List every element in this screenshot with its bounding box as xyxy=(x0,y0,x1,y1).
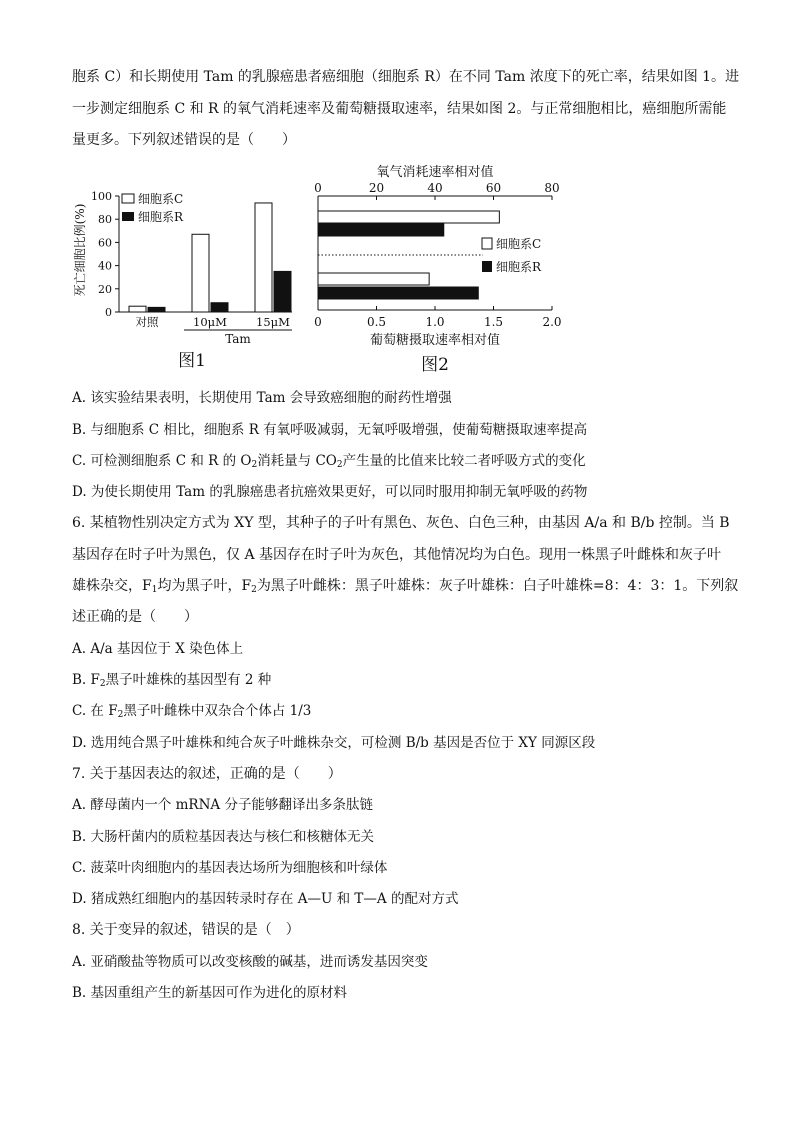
q8-stem: 8. 关于变异的叙述，错误的是（ ） xyxy=(72,922,300,938)
q6-stem-line-4: 述正确的是（ ） xyxy=(72,609,198,625)
q7-option-c: C. 菠菜叶肉细胞内的基因表达场所为细胞核和叶绿体 xyxy=(72,860,388,876)
fig2-bottom-axis-title: 葡萄糖摄取速率相对值 xyxy=(369,333,501,348)
q6-option-b-text: 黑子叶雄株的基因型有 2 种 xyxy=(105,672,272,688)
fig2-caption: 图2 xyxy=(421,355,449,374)
fig2-glucose-bar-r xyxy=(318,287,478,299)
fig2-oxygen-bar-c xyxy=(318,211,499,223)
intro-line-2: 一步测定细胞系 C 和 R 的氧气消耗速率及葡萄糖摄取速率，结果如图 2。与正常细胞相比，癌细胞所需能 xyxy=(72,101,727,117)
fig1-xtick-label: 10μM xyxy=(193,315,227,329)
fig2-oxygen-bar-r xyxy=(318,224,444,236)
fig1-bar-c-1 xyxy=(192,234,209,312)
q6-option-c xyxy=(72,703,311,719)
q7-option-a: A. 酵母菌内一个 mRNA 分子能够翻译出多条肽链 xyxy=(72,797,373,813)
q7-option-b: B. 大肠杆菌内的质粒基因表达与核仁和核糖体无关 xyxy=(72,829,375,845)
fig1-bar-r-2 xyxy=(274,271,291,312)
fig1-ytick-label: 60 xyxy=(98,236,112,250)
q6-text: 雄株杂交，F xyxy=(72,578,152,594)
q6-option-c-text: C. 在 F xyxy=(72,703,118,719)
fig2-bottom-tick-label: 2.0 xyxy=(542,315,562,329)
legend-swatch-c xyxy=(482,238,492,249)
fig1-ytick-label: 80 xyxy=(98,213,112,227)
fig1-xtick-label: 15μM xyxy=(256,315,290,329)
q6-stem-line-1: 6. 某植物性别决定方式为 XY 型，其种子的子叶有黑色、灰色、白色三种，由基因 A/a 和 B/b 控制。当 B xyxy=(72,515,730,531)
fig1-xtick-label: 对照 xyxy=(135,315,159,329)
fig1-bar-c-0 xyxy=(129,306,146,312)
subscript: 2 xyxy=(336,460,343,470)
q6-option-a: A. A/a 基因位于 X 染色体上 xyxy=(72,641,244,657)
fig1-caption: 图1 xyxy=(178,351,206,370)
q5-option-c-part2: 消耗量与 CO xyxy=(257,453,337,469)
fig1-bar-r-0 xyxy=(148,307,165,312)
q6-option-b xyxy=(72,672,271,688)
q8-option-b: B. 基因重组产生的新基因可作为进化的原材料 xyxy=(72,985,348,1001)
legend-swatch-r xyxy=(122,212,134,221)
subscript: 1 xyxy=(151,585,158,595)
q7-stem: 7. 关于基因表达的叙述，正确的是（ ） xyxy=(72,766,342,782)
intro-line-1: 胞系 C）和长期使用 Tam 的乳腺癌患者癌细胞（细胞系 R）在不同 Tam 浓度下的死亡率，结果如图 1。进 xyxy=(72,69,740,85)
figure-2-chart xyxy=(305,160,575,374)
fig1-legend-r: 细胞系R xyxy=(138,210,184,224)
q6-option-d: D. 选用纯合黑子叶雄株和纯合灰子叶雌株杂交，可检测 B/b 基因是否位于 XY 同源区段 xyxy=(72,735,596,751)
fig1-ylabel: 死亡细胞比例(%) xyxy=(73,203,87,297)
q5-option-a: A. 该实验结果表明，长期使用 Tam 会导致癌细胞的耐药性增强 xyxy=(72,390,452,406)
legend-swatch-r xyxy=(482,261,492,272)
fig2-top-tick-label: 60 xyxy=(485,181,502,195)
legend-swatch-c xyxy=(122,194,134,203)
fig2-top-tick-label: 80 xyxy=(544,181,560,195)
q5-option-c-part1: C. 可检测细胞系 C 和 R 的 O xyxy=(72,453,252,469)
subscript: 2 xyxy=(99,679,106,689)
fig2-bottom-tick-label: 0 xyxy=(314,315,322,329)
fig2-top-tick-label: 40 xyxy=(427,181,443,195)
subscript: 2 xyxy=(117,710,124,720)
q6-text: 为黑子叶雌株：黑子叶雄株：灰子叶雄株：白子叶雄株=8：4：3：1。下列叙 xyxy=(256,578,739,594)
subscript: 2 xyxy=(251,585,257,595)
fig2-top-axis-title: 氧气消耗速率相对值 xyxy=(376,165,494,180)
intro-line-3: 量更多。下列叙述错误的是（ ） xyxy=(72,132,296,148)
q6-text: 均为黑子叶，F xyxy=(157,578,252,594)
fig2-bottom-tick-label: 0.5 xyxy=(366,315,387,329)
fig1-bar-r-1 xyxy=(211,303,228,312)
q5-option-d: D. 为使长期使用 Tam 的乳腺癌患者抗癌效果更好，可以同时服用抑制无氧呼吸的药物 xyxy=(72,484,588,500)
fig2-bottom-tick-label: 1.0 xyxy=(425,315,445,329)
fig1-bar-c-2 xyxy=(255,203,272,312)
fig2-glucose-bar-c xyxy=(318,273,429,285)
subscript: 2 xyxy=(251,460,258,470)
figure-1-chart xyxy=(70,188,310,370)
fig1-xgroup-label: Tam xyxy=(225,332,251,346)
fig2-top-tick-label: 20 xyxy=(368,181,385,195)
q7-option-d: D. 猪成熟红细胞内的基因转录时存在 A—U 和 T—A 的配对方式 xyxy=(72,891,459,907)
q8-option-a: A. 亚硝酸盐等物质可以改变核酸的碱基，进而诱发基因突变 xyxy=(72,954,428,970)
fig1-ytick-label: 0 xyxy=(105,306,112,319)
q5-option-c xyxy=(72,453,586,469)
q6-stem-line-2: 基因存在时子叶为黑色，仅 A 基因存在时子叶为灰色，其他情况均为白色。现用一株黑子叶雌株和灰子叶 xyxy=(72,547,722,563)
fig2-legend-r: 细胞系R xyxy=(496,260,542,274)
fig1-ytick-label: 20 xyxy=(98,282,112,296)
q5-option-b: B. 与细胞系 C 相比，细胞系 R 有氧呼吸减弱，无氧呼吸增强，使葡萄糖摄取速率提高 xyxy=(72,422,588,438)
q6-option-c-text: 黑子叶雌株中双杂合个体占 1/3 xyxy=(123,703,312,719)
fig2-top-tick-label: 0 xyxy=(314,181,322,195)
q6-option-b-text: B. F xyxy=(72,672,100,688)
fig1-ytick-label: 100 xyxy=(91,190,112,203)
fig2-legend-c: 细胞系C xyxy=(496,237,542,251)
fig1-ytick-label: 40 xyxy=(98,259,112,273)
fig1-legend-c: 细胞系C xyxy=(138,192,184,206)
fig2-bottom-tick-label: 1.5 xyxy=(483,315,504,329)
q6-stem-line-3 xyxy=(72,578,738,594)
q5-option-c-part3: 产生量的比值来比较二者呼吸方式的变化 xyxy=(342,453,586,469)
